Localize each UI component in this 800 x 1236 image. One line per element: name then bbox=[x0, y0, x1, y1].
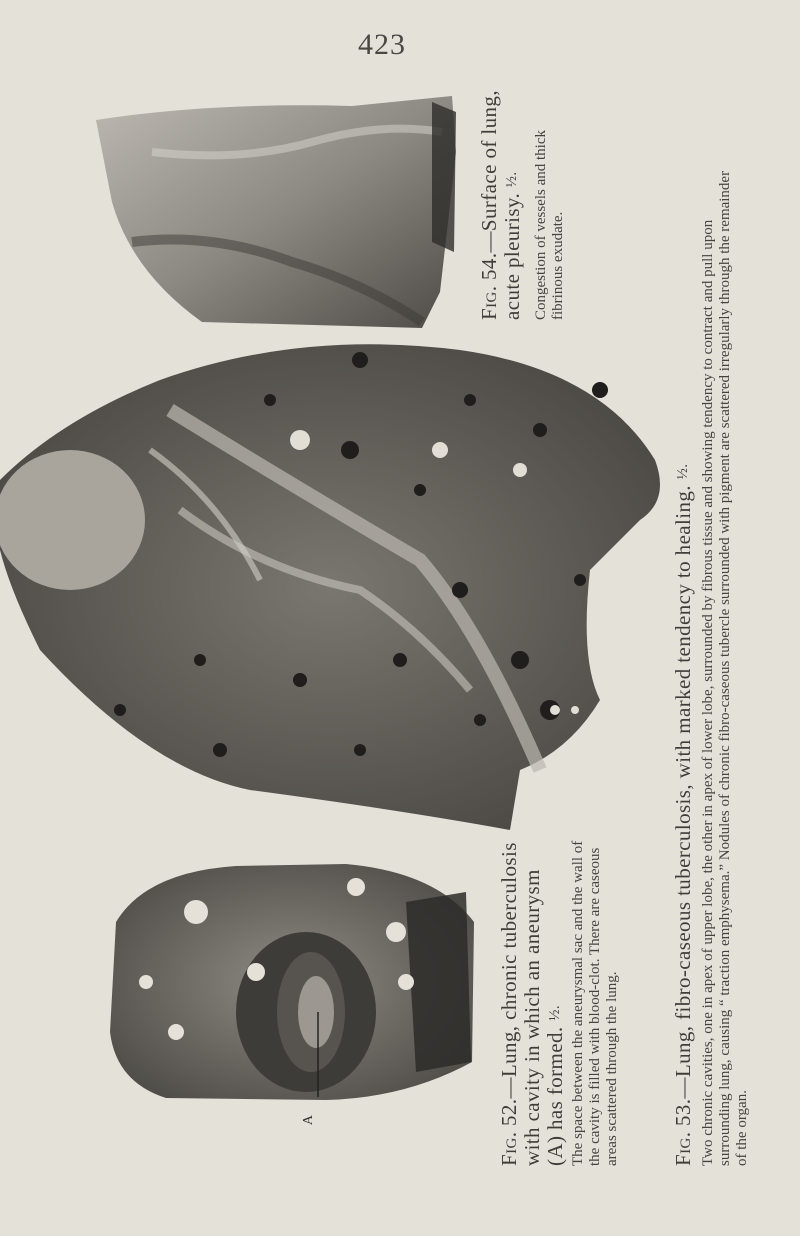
fig53-scale: ½. bbox=[675, 463, 691, 480]
fig53-caption-title bbox=[672, 166, 695, 1166]
fig54-lung-surface-image bbox=[92, 92, 462, 330]
page-number: 423 bbox=[358, 28, 406, 61]
fig52-scale: ½. bbox=[547, 1004, 563, 1021]
fig54-title-text: —Surface of lung, acute pleurisy. bbox=[477, 90, 524, 320]
fig52-title-text: —Lung, chronic tuberculosis with cavity in which an aneurysm (A) has formed. bbox=[497, 842, 567, 1166]
fig54-caption-description: Congestion of vessels and thick fibrinous exudate. bbox=[533, 130, 566, 320]
fig54-label: Fig. 54. bbox=[477, 252, 501, 320]
fig54-scale: ½. bbox=[504, 171, 520, 188]
fig53-lung-section-image bbox=[0, 330, 670, 830]
fig52-caption-description: The space between the aneurysmal sac and the wall of the cavity is filled with blood-clot. There are caseous areas scattered through the lung. bbox=[570, 840, 620, 1166]
fig53-title-text: —Lung, fibro-caseous tuberculosis, with marked tendency to healing. bbox=[671, 485, 695, 1099]
fig53-caption-description: Two chronic cavities, one in apex of upper lobe, the other in apex of lower lobe, surrounded by fibrous tissue and showing tendency to contract and pull upon surrounding lung, causing “ traction emphysema.” Nodules of chronic fibro-caseous tubercle surrounded with pigment are scattered irregularly through the remainder of the organ. bbox=[700, 170, 750, 1166]
aneurysm-marker-label: A bbox=[301, 1114, 317, 1126]
fig52-lung-cavity-image bbox=[106, 862, 478, 1102]
fig52-caption-title bbox=[498, 836, 567, 1166]
fig53-label: Fig. 53. bbox=[671, 1098, 695, 1166]
fig54-caption-title bbox=[478, 90, 524, 320]
fig52-label: Fig. 52. bbox=[497, 1098, 521, 1166]
